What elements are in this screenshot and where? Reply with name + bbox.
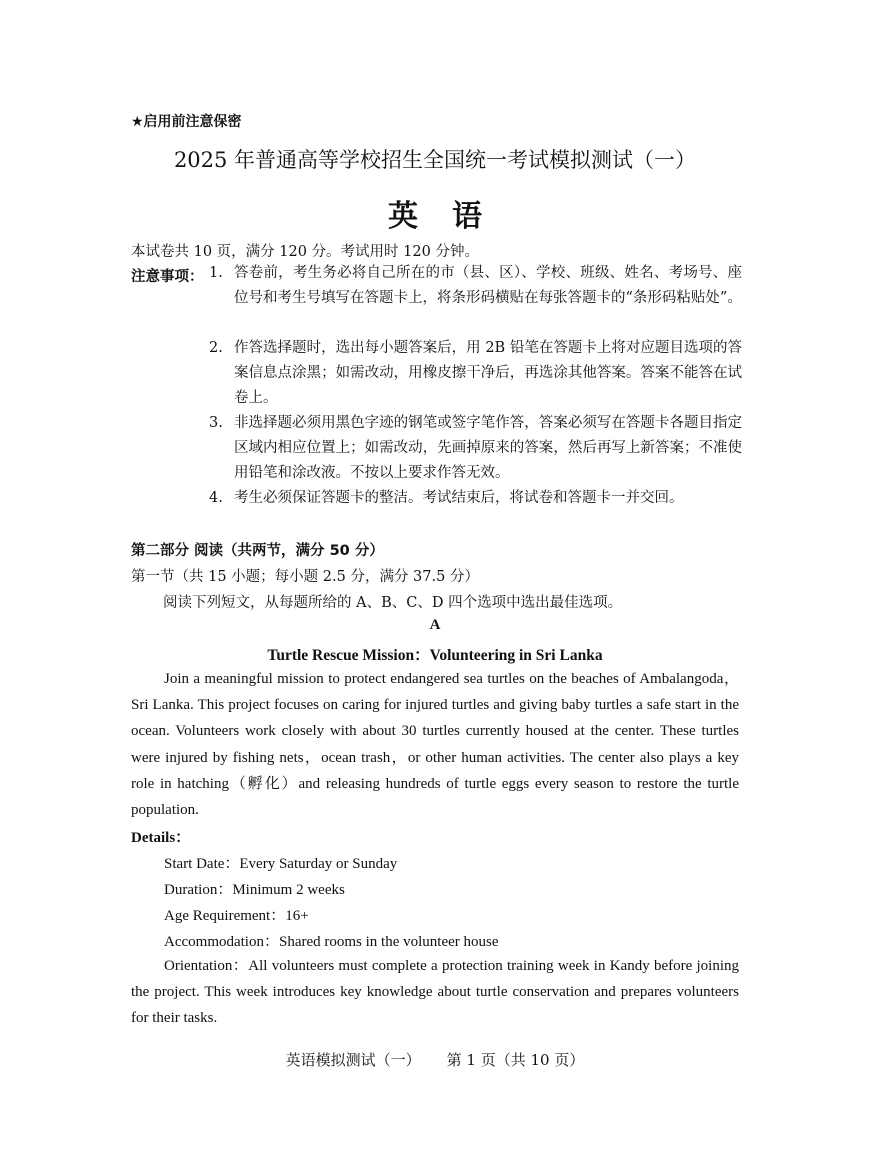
orientation-paragraph: Orientation：All volunteers must complete a protection training week in Kandy before joining the project. This week introduces key knowledge about turtle conservation and prepares volunteers for their tasks.: [131, 958, 739, 1027]
exam-title: 2025 年普通高等学校招生全国统一考试模拟测试（一）: [173, 148, 697, 172]
page-footer: [0, 1049, 870, 1070]
exam-intro: 本试卷共 10 页，满分 120 分。考试用时 120 分钟。: [131, 244, 479, 260]
detail-item: Accommodation：Shared rooms in the volunteer house: [164, 934, 499, 950]
passage-paragraph: Join a meaningful mission to protect endangered sea turtles on the beaches of Ambalangoda，Sri Lanka. This project focuses on caring for injured turtles and giving baby turtles a safe start in the ocean. Volunteers work closely with about 30 turtles currently housed at the center. These turtles were injured by fishing nets，ocean trash，or other human activities. The center also plays a key role in hatching（孵化）and releasing hundreds of turtle eggs every season to restore the turtle population.: [131, 671, 739, 819]
note-number: 2.: [209, 340, 223, 356]
footer-page-number: 第 1 页（共 10 页）: [446, 1051, 585, 1069]
note-text: 作答选择题时，选出每小题答案后，用 2B 铅笔在答题卡上将对应题目选项的答案信息点涂黑；如需改动，用橡皮擦干净后，再选涂其他答案。答案不能答在试卷上。: [234, 340, 742, 406]
note-item: [209, 486, 742, 511]
section-title: 第一节（共 15 小题；每小题 2.5 分，满分 37.5 分）: [131, 569, 479, 585]
passage-letter: A: [429, 617, 441, 633]
note-number: 3.: [209, 415, 223, 431]
passage-title: Turtle Rescue Mission：Volunteering in Sri Lanka: [267, 647, 603, 664]
detail-item: Age Requirement：16+: [164, 908, 309, 924]
note-number: 4.: [209, 490, 223, 506]
notes-label: 注意事项：: [131, 269, 204, 285]
note-item: [209, 411, 742, 486]
detail-item: Start Date：Every Saturday or Sunday: [164, 856, 398, 872]
footer-subject: 英语模拟测试（一）: [285, 1051, 421, 1069]
note-text: 考生必须保证答题卡的整洁。考试结束后，将试卷和答题卡一并交回。: [234, 490, 684, 506]
note-text: 非选择题必须用黑色字迹的钢笔或签字笔作答，答案必须写在答题卡各题目指定区域内相应位置上；如需改动，先画掉原来的答案，然后再写上新答案；不准使用铅笔和涂改液。不按以上要求作答无效。: [234, 415, 742, 481]
detail-item: Duration：Minimum 2 weeks: [164, 882, 345, 898]
part-title: 第二部分 阅读（共两节，满分 50 分）: [131, 543, 384, 559]
note-item: [209, 336, 742, 411]
subject-title: 英语: [388, 199, 516, 234]
note-item: [209, 261, 742, 311]
details-label: Details：: [131, 830, 191, 846]
reading-directions: 阅读下列短文，从每题所给的 A、B、C、D 四个选项中选出最佳选项。: [163, 595, 623, 611]
note-number: 1.: [209, 265, 223, 281]
note-text: 答卷前，考生务必将自己所在的市（县、区）、学校、班级、姓名、考场号、座位号和考生号填写在答题卡上，将条形码横贴在每张答题卡的“条形码粘贴处”。: [234, 265, 742, 306]
confidential-label: ★启用前注意保密: [131, 114, 242, 130]
